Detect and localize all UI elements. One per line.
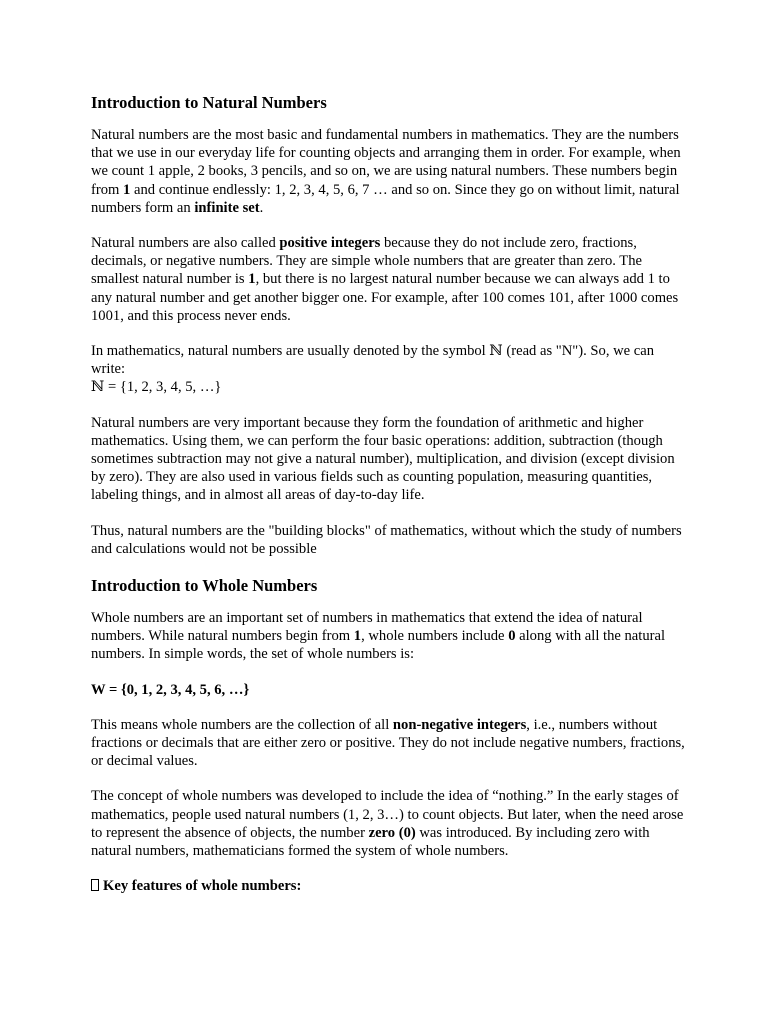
natural-set-notation: ℕ = {1, 2, 3, 4, 5, …} <box>91 379 222 396</box>
paragraph-importance: Natural numbers are very important because they form the foundation of arithmetic and higher mathematics. Using them, we can perform the four basic operations: addition, subtraction (though sometimes subtraction may not give a natural number), multiplication, and division (except division by zero). They are also used in various fields such as counting population, measuring quantities, labeling things, and in almost all areas of day-to-day life. <box>91 414 675 504</box>
paragraph-symbol-n: In mathematics, natural numbers are usually denoted by the symbol ℕ (read as "N"). So, we can write: ℕ = {1, 2, 3, 4, 5, …} <box>91 343 655 396</box>
paragraph-natural-intro: Natural numbers are the most basic and fundamental numbers in mathematics. They are the numbers that we use in our everyday life for counting objects and arranging them in order. For example, when we count 1 apple, 2 books, 3 pencils, and so on, we are using natural numbers. These numbers begin from 1 and continue endlessly: 1, 2, 3, 4, 5, 6, 7 … and so on. Since they go on without limit, natural numbers form an infinite set. <box>91 127 681 216</box>
paragraph-building-blocks: Thus, natural numbers are the "building blocks" of mathematics, without which the study of numbers and calculations would not be possible <box>91 522 682 557</box>
document-page <box>91 92 686 896</box>
whole-set-notation: W = {0, 1, 2, 3, 4, 5, 6, …} <box>91 681 250 698</box>
checkbox-icon <box>91 879 99 891</box>
heading-whole-numbers: Introduction to Whole Numbers <box>91 576 318 596</box>
paragraph-whole-intro: Whole numbers are an important set of numbers in mathematics that extend the idea of natural numbers. While natural numbers begin from 1, whole numbers include 0 along with all the natural numbers. In simple words, the set of whole numbers is: <box>91 610 666 663</box>
paragraph-non-negative: This means whole numbers are the collection of all non-negative integers, i.e., numbers without fractions or decimals that are either zero or positive. They do not include negative numbers, fractions, or decimal values. <box>91 716 685 770</box>
heading-natural-numbers: Introduction to Natural Numbers <box>91 93 327 112</box>
key-features-heading: Key features of whole numbers: <box>91 877 686 895</box>
paragraph-positive-integers: Natural numbers are also called positive integers because they do not include zero, fractions, decimals, or negative numbers. They are simple whole numbers that are greater than zero. The smallest natural number is 1, but there is no largest natural number because we can always add 1 to any natural number and get another bigger one. For example, after 100 comes 101, after 1000 comes 1001, and this process never ends. <box>91 235 679 324</box>
paragraph-zero-concept: The concept of whole numbers was developed to include the idea of “nothing.” In the early stages of mathematics, people used natural numbers (1, 2, 3…) to count objects. But later, when the need arose to represent the absence of objects, the number zero (0) was introduced. By including zero with natural numbers, mathematicians formed the system of whole numbers. <box>91 788 684 860</box>
